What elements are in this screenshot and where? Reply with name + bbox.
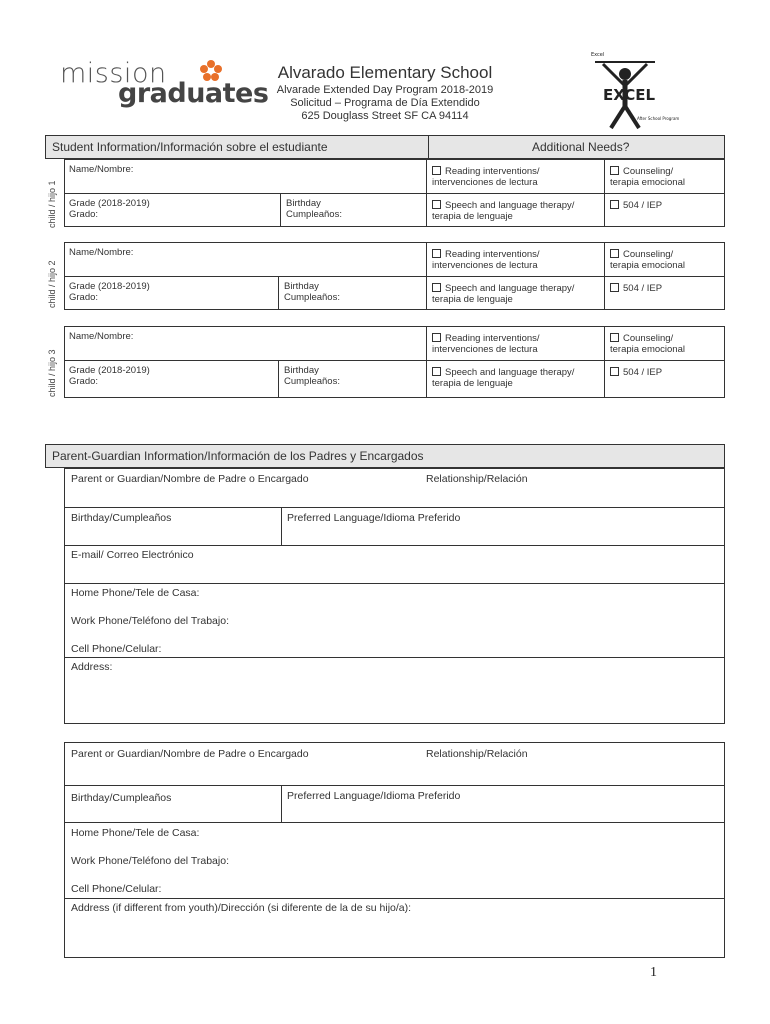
address-field[interactable]: Address: bbox=[71, 661, 113, 673]
email-field[interactable]: E-mail/ Correo Electrónico bbox=[71, 549, 194, 561]
grade-field[interactable]: Grade (2018-2019) Grado: bbox=[69, 198, 150, 220]
student-section-title: Student Information/Información sobre el estudiante bbox=[52, 140, 328, 154]
parent-section-title: Parent-Guardian Information/Información de los Padres y Encargados bbox=[52, 449, 424, 463]
language-field[interactable]: Preferred Language/Idioma Preferido bbox=[287, 512, 461, 524]
excel-side-text: After School Program bbox=[637, 116, 680, 121]
birthday-field[interactable]: Birthday/Cumpleaños bbox=[71, 792, 172, 804]
student-section-header bbox=[45, 135, 725, 159]
home-phone-field[interactable]: Home Phone/Tele de Casa: bbox=[71, 827, 200, 839]
reading-checkbox[interactable]: Reading interventions/ intervenciones de lectura bbox=[432, 166, 540, 188]
grade-field[interactable]: Grade (2018-2019) Grado: bbox=[69, 365, 150, 387]
excel-logo-icon bbox=[585, 48, 680, 130]
iep-checkbox[interactable]: 504 / IEP bbox=[605, 197, 667, 214]
iep-checkbox[interactable]: 504 / IEP bbox=[605, 364, 667, 381]
work-phone-field[interactable]: Work Phone/Teléfono del Trabajo: bbox=[71, 615, 229, 627]
counseling-checkbox[interactable]: Counseling/ terapia emocional bbox=[610, 249, 685, 271]
reading-checkbox[interactable]: Reading interventions/ intervenciones de lectura bbox=[432, 333, 540, 355]
page-number: 1 bbox=[650, 965, 657, 980]
address-field[interactable]: Address (if different from youth)/Dirección (si diferente de la de su hijo/a): bbox=[71, 902, 412, 914]
parent-2-block bbox=[64, 742, 725, 958]
relationship-field[interactable]: Relationship/Relación bbox=[426, 473, 528, 485]
name-field[interactable]: Name/Nombre: bbox=[69, 331, 134, 342]
birthday-field[interactable]: Birthday Cumpleaños: bbox=[284, 365, 340, 387]
needs-title: Additional Needs? bbox=[532, 140, 630, 154]
logo-mission-text: mission bbox=[60, 58, 167, 89]
guardian-name-field[interactable]: Parent or Guardian/Nombre de Padre o Encargado bbox=[71, 748, 309, 760]
excel-word: EXCEL bbox=[603, 86, 656, 104]
reading-checkbox[interactable]: Reading interventions/ intervenciones de lectura bbox=[432, 249, 540, 271]
name-field[interactable]: Name/Nombre: bbox=[69, 247, 134, 258]
grade-field[interactable]: Grade (2018-2019) Grado: bbox=[69, 281, 150, 303]
birthday-field[interactable]: Birthday Cumpleaños: bbox=[284, 281, 340, 303]
speech-checkbox[interactable]: Speech and language therapy/ terapia de lenguaje bbox=[432, 367, 575, 389]
birthday-field[interactable]: Birthday Cumpleaños: bbox=[286, 198, 342, 220]
logo-graduates-text: graduates bbox=[118, 78, 269, 109]
cell-phone-field[interactable]: Cell Phone/Celular: bbox=[71, 643, 162, 655]
speech-checkbox[interactable]: Speech and language therapy/ terapia de lenguaje bbox=[432, 283, 575, 305]
child-label: child / hijo 1 bbox=[47, 180, 57, 228]
speech-checkbox[interactable]: Speech and language therapy/ terapia de lenguaje bbox=[432, 200, 575, 222]
counseling-checkbox[interactable]: Counseling/ terapia emocional bbox=[610, 333, 685, 355]
cell-phone-field[interactable]: Cell Phone/Celular: bbox=[71, 883, 162, 895]
language-field[interactable]: Preferred Language/Idioma Preferido bbox=[287, 790, 461, 802]
excel-top-text: Excel bbox=[591, 52, 605, 58]
school-title: Alvarado Elementary School bbox=[277, 63, 493, 82]
child-label: child / hijo 2 bbox=[47, 260, 57, 308]
birthday-field[interactable]: Birthday/Cumpleaños bbox=[71, 512, 172, 524]
name-field[interactable]: Name/Nombre: bbox=[69, 164, 134, 175]
child-label: child / hijo 3 bbox=[47, 349, 57, 397]
address-line: 625 Douglass Street SF CA 94114 bbox=[301, 110, 469, 122]
guardian-name-field[interactable]: Parent or Guardian/Nombre de Padre o Encargado bbox=[71, 473, 309, 485]
home-phone-field[interactable]: Home Phone/Tele de Casa: bbox=[71, 587, 200, 599]
program-line: Alvarade Extended Day Program 2018-2019 bbox=[276, 84, 494, 96]
iep-checkbox[interactable]: 504 / IEP bbox=[605, 280, 667, 297]
solicitud-line: Solicitud – Programa de Día Extendido bbox=[290, 97, 480, 109]
counseling-checkbox[interactable]: Counseling/ terapia emocional bbox=[610, 166, 685, 188]
relationship-field[interactable]: Relationship/Relación bbox=[426, 748, 528, 760]
parent-section-header bbox=[45, 444, 725, 468]
work-phone-field[interactable]: Work Phone/Teléfono del Trabajo: bbox=[71, 855, 229, 867]
